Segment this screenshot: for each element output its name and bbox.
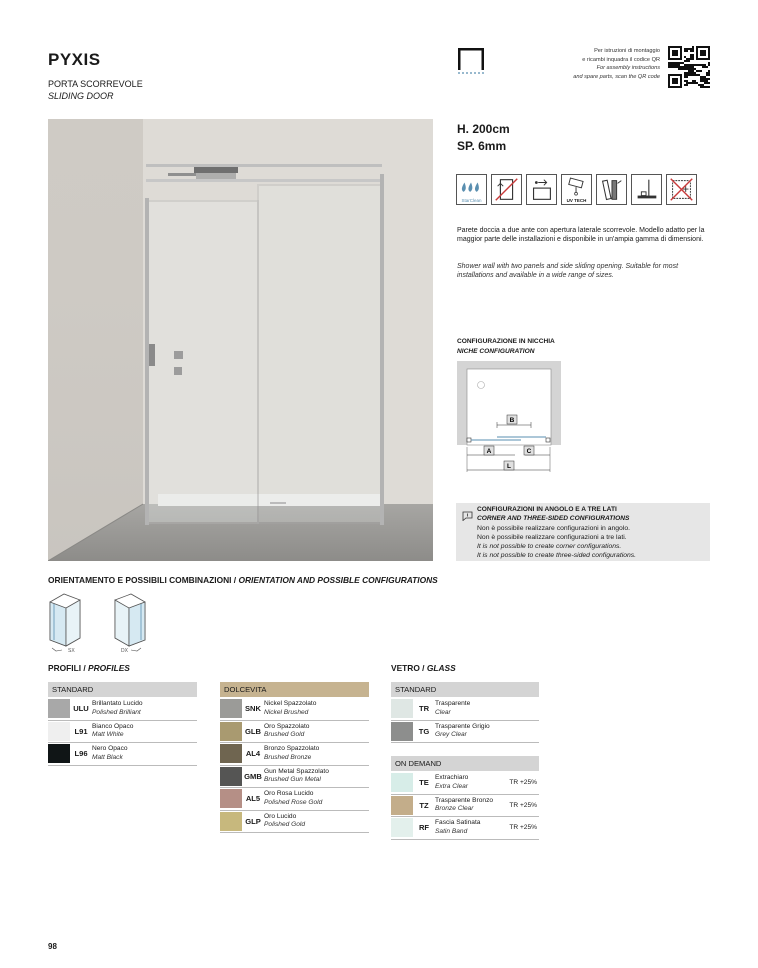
qr-line: and spare parts, scan the QR code <box>573 73 660 80</box>
finish-row <box>220 721 369 744</box>
finish-name-en: Satin Band <box>435 827 468 835</box>
finish-code: AL5 <box>245 794 261 804</box>
finish-swatch <box>220 789 242 808</box>
note-line: It is not possible to create three-sided configurations. <box>477 552 637 559</box>
finish-name-it: Fascia Satinata <box>435 819 481 827</box>
note-title-it: CONFIGURAZIONI IN ANGOLO E A TRE LATI <box>477 506 617 513</box>
finish-name-it: Brillantato Lucido <box>92 700 143 708</box>
finish-name-it: Extrachiaro <box>435 774 469 782</box>
finish-names <box>435 774 468 791</box>
description-it: Parete doccia a due ante con apertura laterale scorrevole. Modello adatto per la maggior parte delle installazioni e disponibile in un'ampia gamma di dimensioni. <box>457 227 705 244</box>
product-photo <box>48 119 433 561</box>
finish-swatch <box>391 796 413 815</box>
finish-surcharge: TR +25% <box>509 824 537 832</box>
finish-row <box>220 698 369 721</box>
profiles-title-en: PROFILES <box>88 663 130 673</box>
finish-row <box>48 743 197 766</box>
finish-name-it: Trasparente Bronzo <box>435 796 494 804</box>
finish-names <box>435 723 490 740</box>
finish-swatch <box>391 722 413 741</box>
profiles-title <box>48 663 130 673</box>
finish-name-en: Bronze Clear <box>435 805 474 813</box>
profiles-standard-header: STANDARD <box>48 682 197 697</box>
finish-name-it: Nero Opaco <box>92 745 128 753</box>
niche-configuration-diagram <box>457 361 561 473</box>
qr-code[interactable] <box>668 46 710 88</box>
finish-row <box>48 721 197 744</box>
finish-swatch <box>220 744 242 763</box>
orientation-title-en: ORIENTATION AND POSSIBLE CONFIGURATIONS <box>238 575 438 585</box>
finish-surcharge: TR +25% <box>509 779 537 787</box>
finish-name-en: Polished Rose Gold <box>264 798 323 806</box>
finish-code: GMB <box>244 771 262 781</box>
starclean-label: StarClean <box>461 198 482 203</box>
finish-row <box>48 698 197 721</box>
finish-code: L91 <box>74 726 88 736</box>
finish-code: TE <box>419 778 429 788</box>
finish-code: GLP <box>245 816 261 826</box>
finish-swatch <box>220 767 242 786</box>
finish-code: GLB <box>244 726 262 736</box>
finish-code: SNK <box>244 704 262 714</box>
finish-swatch <box>48 744 70 763</box>
finish-names <box>92 700 143 717</box>
finish-swatch <box>391 773 413 792</box>
uv-tech-label: UV TECH <box>566 198 587 203</box>
niche-config-title-en: NICHE CONFIGURATION <box>457 348 535 355</box>
qr-instructions <box>540 47 660 81</box>
thickness-spec: SP. 6mm <box>457 139 507 153</box>
sx-label: SX <box>68 648 75 652</box>
description-en: Shower wall with two panels and side sliding opening. Suitable for most installations and available in a wide range of sizes. <box>457 263 679 280</box>
starclean-icon <box>456 174 487 205</box>
feature-icons <box>456 174 697 205</box>
finish-name-en: Polished Brilliant <box>92 708 141 716</box>
finish-names <box>435 700 470 717</box>
glass-standard-header: STANDARD <box>391 682 539 697</box>
finish-row <box>391 817 539 840</box>
sliding-icon <box>526 174 557 205</box>
finish-code: TZ <box>419 800 429 810</box>
glass-title <box>391 663 456 673</box>
finish-code: L96 <box>74 749 88 759</box>
no-extension-icon <box>666 174 697 205</box>
finish-names <box>92 745 128 762</box>
finish-swatch <box>220 722 242 741</box>
finish-swatch <box>391 699 413 718</box>
subtitle-it: PORTA SCORREVOLE <box>48 79 143 89</box>
page-number: 98 <box>48 942 57 951</box>
uv-tech-icon <box>561 174 592 205</box>
finish-row <box>391 721 539 744</box>
glass-ondemand-header: ON DEMAND <box>391 756 539 771</box>
finish-name-it: Gun Metal Spazzolato <box>264 767 329 775</box>
finish-name-it: Bronzo Spazzolato <box>264 745 320 753</box>
finish-row <box>220 766 369 789</box>
finish-name-it: Oro Rosa Lucido <box>264 790 314 798</box>
dim-l-label: L <box>507 463 511 470</box>
finish-row <box>220 788 369 811</box>
finish-name-en: Polished Gold <box>264 821 306 829</box>
finish-row <box>391 772 539 795</box>
note-title-en: CORNER AND THREE-SIDED CONFIGURATIONS <box>477 515 630 522</box>
finish-swatch <box>220 812 242 831</box>
finish-name-en: Extra Clear <box>435 782 468 790</box>
dim-a-label: A <box>486 448 492 455</box>
finish-name-it: Trasparente <box>435 700 471 708</box>
finish-surcharge: TR +25% <box>509 801 537 809</box>
finish-name-it: Oro Lucido <box>264 812 297 820</box>
orientation-dx-figure <box>111 592 149 652</box>
profiles-title-it: PROFILI / <box>48 663 89 673</box>
note-line: It is not possible to create corner configurations. <box>477 543 622 550</box>
finish-names <box>92 723 133 740</box>
finish-name-it: Nickel Spazzolato <box>264 700 317 708</box>
reversible-icon <box>596 174 627 205</box>
qr-line: e ricambi inquadra il codice QR <box>582 56 660 63</box>
finish-name-it: Bianco Opaco <box>92 722 134 730</box>
height-spec: H. 200cm <box>457 122 510 136</box>
finish-swatch <box>48 722 70 741</box>
dim-c-label: C <box>526 448 532 455</box>
finish-swatch <box>48 699 70 718</box>
finish-names <box>264 723 309 740</box>
finish-names <box>264 790 322 807</box>
finish-names <box>435 797 493 814</box>
finish-name-en: Matt White <box>92 731 124 739</box>
finish-code: RF <box>418 823 430 833</box>
orientation-title-it: ORIENTAMENTO E POSSIBILI COMBINAZIONI / <box>48 575 239 585</box>
finish-swatch <box>391 818 413 837</box>
niche-config-title: CONFIGURAZIONE IN NICCHIA <box>457 338 555 345</box>
orientation-sx-figure <box>46 592 84 652</box>
qr-line: Per istruzioni di montaggio <box>594 48 660 54</box>
finish-names <box>264 768 329 785</box>
finish-row <box>220 811 369 834</box>
product-title: PYXIS <box>48 50 101 69</box>
finish-names <box>264 745 319 762</box>
note-line: Non è possibile realizzare configurazioni a tre lati. <box>477 534 627 541</box>
subtitle-en: SLIDING DOOR <box>48 91 114 101</box>
finish-code: TR <box>418 704 430 714</box>
dim-b-label: B <box>509 417 515 424</box>
finish-row <box>391 795 539 818</box>
finish-names <box>264 813 305 830</box>
finish-name-en: Matt Black <box>92 753 123 761</box>
dx-label: DX <box>121 648 128 652</box>
glass-title-en: GLASS <box>426 663 456 673</box>
finish-name-en: Brushed Bronze <box>264 753 312 761</box>
info-icon <box>462 508 473 518</box>
finish-code: AL4 <box>245 749 261 759</box>
finish-code: TG <box>418 726 430 736</box>
glass-title-it: VETRO / <box>391 663 427 673</box>
finish-row <box>220 743 369 766</box>
finish-row <box>391 698 539 721</box>
finish-names <box>264 700 316 717</box>
no-return-icon <box>491 174 522 205</box>
tray-install-icon <box>631 174 662 205</box>
finish-name-en: Nickel Brushed <box>264 708 309 716</box>
qr-line: For assembly instructions <box>596 65 660 72</box>
door-logo-icon <box>457 47 485 75</box>
profiles-dolcevita-header: DOLCEVITA <box>220 682 369 697</box>
orientation-title <box>48 575 438 585</box>
finish-code: ULU <box>73 704 89 714</box>
finish-name-it: Oro Spazzolato <box>264 722 310 730</box>
finish-name-en: Clear <box>435 708 451 716</box>
finish-name-en: Brushed Gold <box>264 731 305 739</box>
finish-swatch <box>220 699 242 718</box>
corner-config-note <box>456 503 710 561</box>
note-line: Non è possibile realizzare configurazioni in angolo. <box>477 525 631 532</box>
finish-name-en: Brushed Gun Metal <box>264 776 321 784</box>
finish-name-it: Trasparente Grigio <box>435 722 490 730</box>
finish-names <box>435 819 480 836</box>
finish-name-en: Grey Clear <box>435 731 467 739</box>
